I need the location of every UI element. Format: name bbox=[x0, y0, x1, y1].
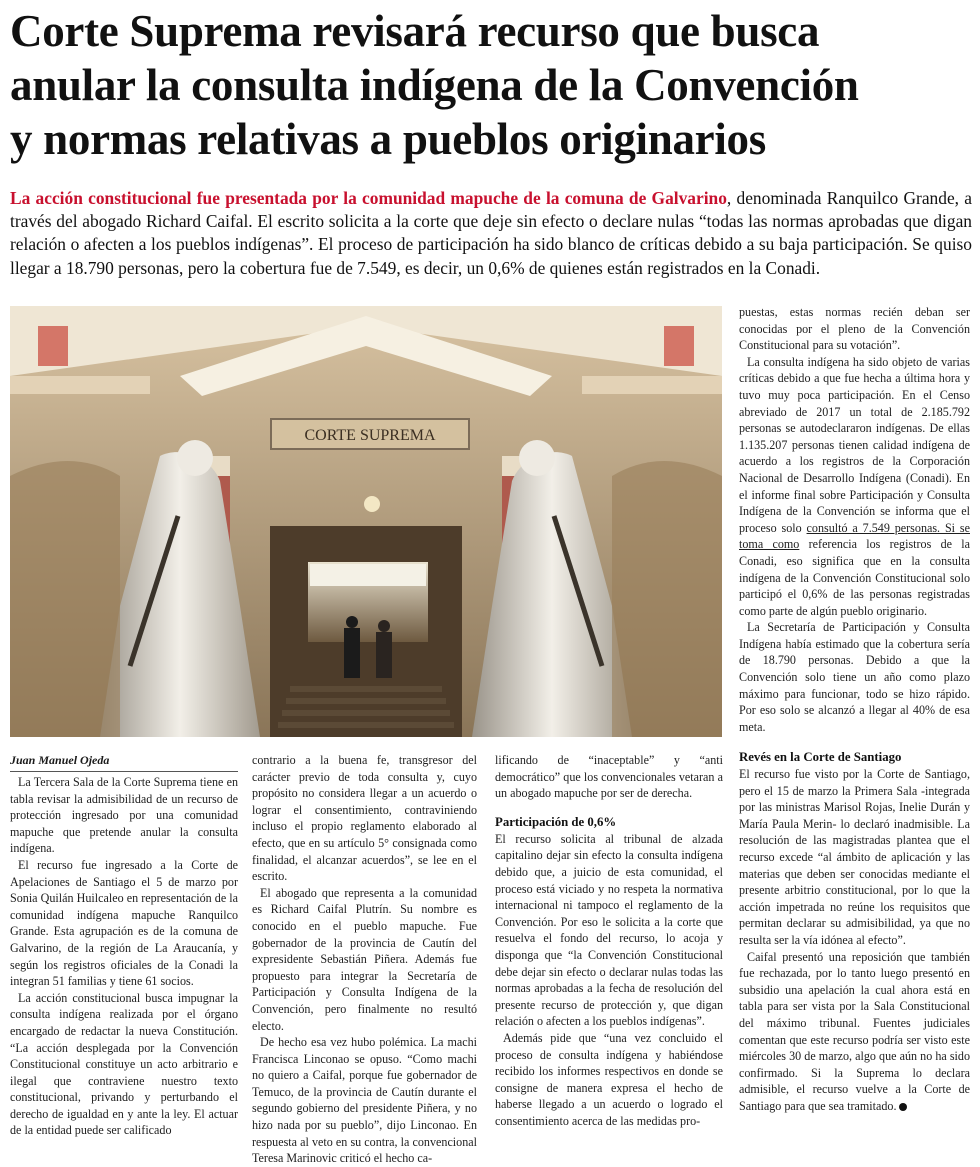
col2-paragraph-3: De hecho esa vez hubo polémica. La machi Francisca Linconao se opuso. “Como machi no quiero a Caifal, porque fue gobernador de Temuco, de la provincia de Cautín durante el segundo gobierno del presidente Piñera, y no hizo nada por su pueblo”, dijo Linconao. En respuesta al veto en su contra, la convencional Teresa Marinovic criticó el hecho ca- bbox=[252, 1035, 477, 1166]
headline-line-2: anular la consulta indígena de la Convención bbox=[10, 60, 859, 110]
col2-paragraph-2: El abogado que representa a la comunidad es Richard Caifal Plutrín. Su nombre es conocido en el pueblo mapuche. Fue gobernador de la provincia de Cautín del expresidente Sebastián Piñera. Además fue propuesto para integrar la Secretaría de Participación y Consulta Indígena de la Convención, pero finalmente no resultó electo. bbox=[252, 885, 477, 1033]
col4-paragraph-2: La Secretaría de Participación y Consulta Indígena había estimado que la cobertura sería de 18.790 personas. Debido a que la Convención solo tiene un año como plazo máximo para funcionar, todo se hizo rápido. Por eso solo se alcanzó a llegar al 40% de esa meta. bbox=[739, 620, 970, 734]
lead-paragraph bbox=[10, 187, 972, 280]
column-3 bbox=[495, 752, 723, 1129]
col2-paragraph-1: contrario a la buena fe, transgresor del carácter previo de toda consulta y, cuyo propósito no considera llegar a un acuerdo o lograr el consentimiento, contraviniendo incluso el propio reglamento elaborado al efecto, que en su artículo 5° consignada como finalidad, el alcanzar acuerdos”, se lee en el escrito. bbox=[252, 753, 477, 884]
col1-paragraph-3: La acción constitucional busca impugnar la consulta indígena realizada por el órgano encargado de redactar la nueva Constitución. “La acción desplegada por la Convención Constitucional constituye un acto arbitrario e ilegal que contraviene nuestro texto constitucional, privando y perturbando el derecho de igualdad en y ante la ley. El actuar de la entidad puede ser calificado bbox=[10, 990, 238, 1138]
col4-paragraph-1-text: La consulta indígena ha sido objeto de varias críticas debido a que fue hecha a última hora y tuvo muy poca participación. En el Censo abreviado de 2017 un total de 2.185.792 personas se autodeclararon indígenas. De ellas 1.135.207 personas tienen calidad indígena de acuerdo a los registros de la Corporación Nacional de Desarrollo Indígena (Conadi). En el informe final sobre Participación y Consulta Indígena de la Convención se informa que el proceso solo bbox=[739, 354, 970, 535]
col4-paragraph-3: El recurso fue visto por la Corte de Santiago, pero el 15 de marzo la Primera Sala -integrada por las ministras Marisol Rojas, Inelie Durán y María Paula Merin- lo declaró inadmisible. La resolución de las magistradas plantea que el recurso excede “al ámbito de aplicación y las materias que deben ser conocidas mediante el presente arbitrio constitucional, por lo que la acción impetrada no reúne los requisitos que permitan declarar su admisibilidad, ya que no resulta ser la vía idónea al efecto”. bbox=[739, 767, 970, 947]
photo-illustration bbox=[10, 306, 722, 737]
col4-paragraph-1 bbox=[739, 354, 970, 620]
col1-paragraph-2: El recurso fue ingresado a la Corte de Apelaciones de Santiago el 5 de marzo por Sonia Quilán Huilcaleo en representación de la comunidad indígena mapuche Ranquilco Grande. Esta agrupación es de la comuna de Galvarino, de la región de La Araucanía, y según los registros oficiales de la Conadi la integran 51 familias y tiene 61 socios. bbox=[10, 857, 238, 989]
photo-sign-text: CORTE SUPREMA bbox=[304, 427, 436, 444]
col4-intro: puestas, estas normas recién deban ser conocidas por el pleno de la Convención Constitucional para su votación”. bbox=[739, 305, 970, 353]
col3-paragraph-1: El recurso solicita al tribunal de alzada capitalino dejar sin efecto la consulta indígena debido que, a juicio de esta comunidad, el proceso está viciado y no respeta la normativa internacional ni tampoco el reglamento de la Convención. Por eso le solicita a la corte que resuelva el fondo del recurso, lo acoja y disponga que “la Convención Constitucional debe dejar sin efecto o declarar nulas todas las normas aprobadas a la fecha de resolución del presente recurso de protección y, que digan relación o afecten a los pueblos indígenas”. bbox=[495, 831, 723, 1029]
column-4-lower bbox=[739, 749, 970, 1114]
col4-paragraph-4 bbox=[739, 949, 970, 1115]
col1-paragraph-1: La Tercera Sala de la Corte Suprema tiene en tabla revisar la admisibilidad de un recurso de protección ingresado por una comunidad mapuche que pretende anular la consulta indígena. bbox=[10, 775, 238, 856]
end-mark-icon bbox=[899, 1103, 907, 1111]
lead-rest: , denominada Ranquilco Grande, a través del abogado Richard Caifal. El escrito solicita a la corte que deje sin efecto o declare nulas “todas las normas aprobadas que digan relación o afecten a los pueblos indígenas”. El proceso de participación ha sido blanco de críticas debido a su baja participación. Se quiso llegar a 18.790 personas, pero la cobertura fue de 7.549, es decir, un 0,6% de quienes están registrados en la Conadi. bbox=[10, 188, 972, 278]
column-4 bbox=[739, 304, 970, 735]
col3-intro: lificando de “inaceptable” y “anti democrático” que los convencionales vetaran a un abogado mapuche por ser de derecha. bbox=[495, 753, 723, 801]
col4-paragraph-1-end: referencia los registros de la Conadi, eso significa que en la consulta indígena de la Convención Constitucional solo participó el 0,6% de las personas registradas como parte de algún pueblo originario. bbox=[739, 537, 971, 618]
column-1 bbox=[10, 774, 238, 1139]
headline-line-1: Corte Suprema revisará recurso que busca bbox=[10, 6, 820, 56]
headline-line-3: y normas relativas a pueblos originarios bbox=[10, 114, 766, 164]
article-photo bbox=[10, 306, 722, 737]
lead-highlight: La acción constitucional fue presentada por la comunidad mapuche de la comuna de Galvarino bbox=[10, 188, 727, 208]
col3-subhead: Participación de 0,6% bbox=[495, 814, 617, 829]
col4-paragraph-4-text: Caifal presentó una reposición que también fue rechazada, por lo tanto luego presentó en subsidio una apelación la cual ahora está en tabla para ser vista por la Sala Constitucional del máximo tribunal. Fuentes judiciales comentan que este recurso podría ser visto este miércoles 30 de marzo, algo que aún no ha sido confirmado. Si la Suprema lo declara admisible, el recurso vuelve a la Corte de Santiago para que sea tramitado. bbox=[739, 949, 970, 1113]
col4-underlined-text: consultó a 7.549 personas. Si se toma como bbox=[739, 520, 970, 552]
column-2 bbox=[252, 752, 477, 1167]
col3-paragraph-2: Además pide que “una vez concluido el proceso de consulta indígena y habiéndose recibido los informes respectivos en donde se consigne de manera expresa el hecho de haberse llegado a un acuerdo o logrado el consentimiento acerca de las medidas pro- bbox=[495, 1030, 723, 1128]
byline: Juan Manuel Ojeda bbox=[10, 752, 238, 772]
headline bbox=[10, 4, 975, 166]
col4-subhead: Revés en la Corte de Santiago bbox=[739, 750, 902, 764]
